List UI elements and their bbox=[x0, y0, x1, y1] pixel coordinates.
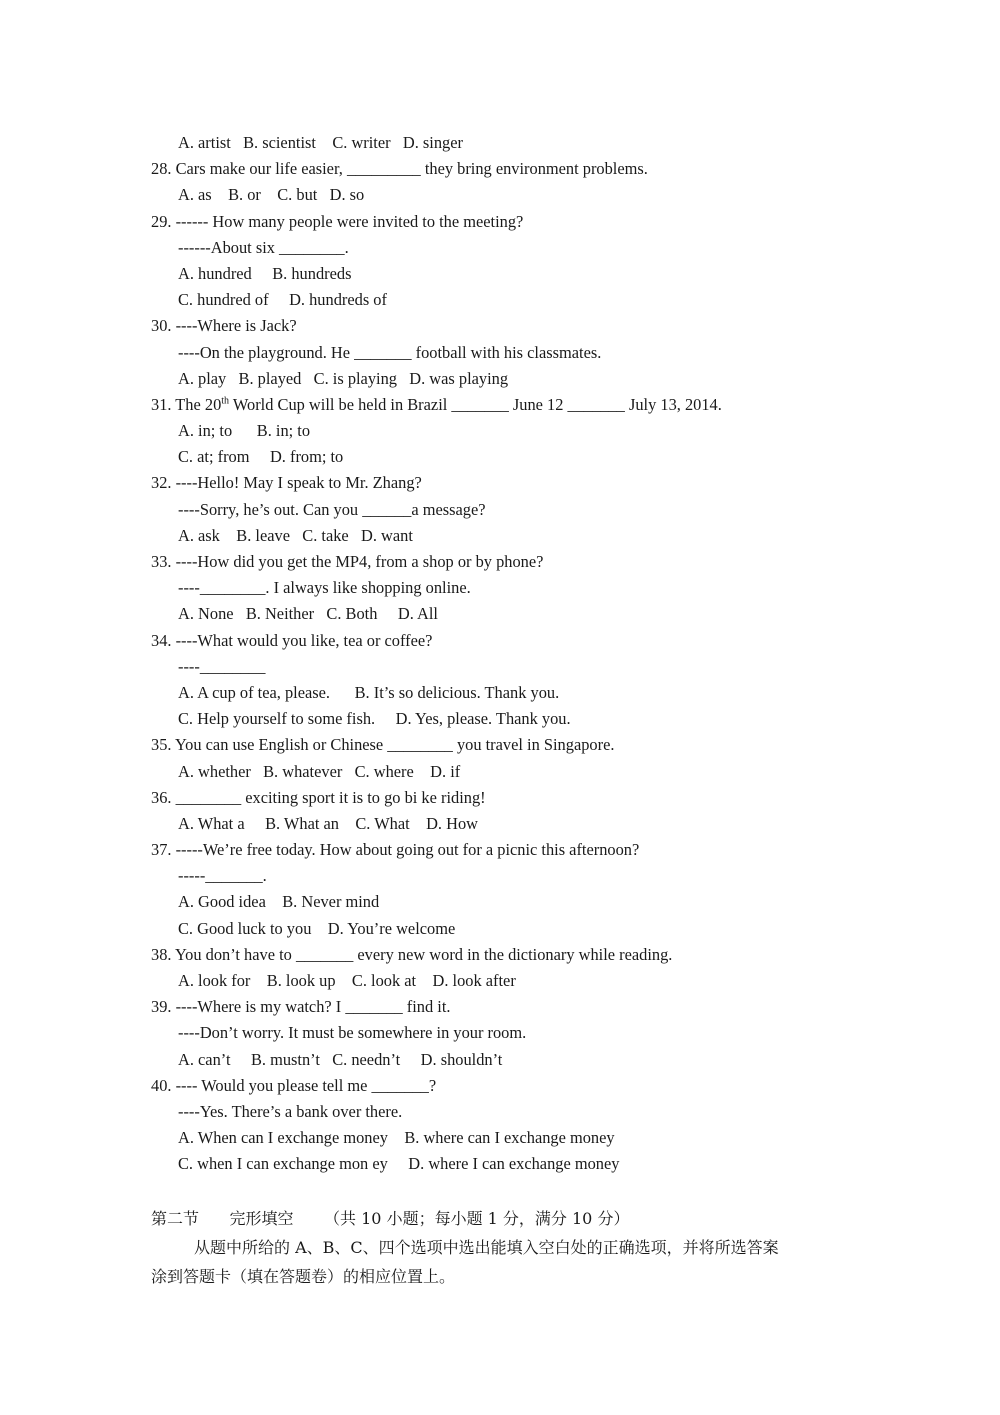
q32-dialogue: ----Sorry, he’s out. Can you ______a message? bbox=[178, 499, 486, 519]
q40-dialogue: ----Yes. There’s a bank over there. bbox=[178, 1101, 403, 1121]
section2-instruction-line1: 从题中所给的 A、B、C、四个选项中选出能填入空白处的正确选项，并将所选答案 bbox=[194, 1237, 779, 1257]
section2-heading: 第二节 完形填空 （共 10 小题；每小题 1 分，满分 10 分） bbox=[151, 1208, 630, 1228]
q28-options: A. as B. or C. but D. so bbox=[178, 185, 365, 205]
q36-stem: 36. ________ exciting sport it is to go bi ke riding! bbox=[151, 787, 486, 807]
q35-options: A. whether B. whatever C. where D. if bbox=[178, 761, 461, 781]
q30-stem: 30. ----Where is Jack? bbox=[151, 316, 297, 336]
q34-stem: 34. ----What would you like, tea or coffee? bbox=[151, 630, 433, 650]
q37-stem: 37. -----We’re free today. How about going out for a picnic this afternoon? bbox=[151, 840, 640, 860]
q37-options-cd: C. Good luck to you D. You’re welcome bbox=[178, 918, 456, 938]
q31-stem-part1: 31. The 20 bbox=[151, 394, 222, 414]
q33-dialogue: ----________. I always like shopping online. bbox=[178, 578, 471, 598]
q29-dialogue: ------About six ________. bbox=[178, 237, 349, 257]
q30-dialogue: ----On the playground. He _______ football with his classmates. bbox=[178, 342, 602, 362]
q34-options-ab: A. A cup of tea, please. B. It’s so delicious. Thank you. bbox=[178, 682, 560, 702]
q31-options-ab: A. in; to B. in; to bbox=[178, 421, 311, 441]
q37-dialogue: -----_______. bbox=[178, 866, 267, 886]
q31-options-cd: C. at; from D. from; to bbox=[178, 447, 344, 467]
q29-options-cd: C. hundred of D. hundreds of bbox=[178, 290, 387, 310]
q33-options: A. None B. Neither C. Both D. All bbox=[178, 604, 438, 624]
q40-options-cd: C. when I can exchange mon ey D. where I can exchange money bbox=[178, 1154, 620, 1174]
exam-page bbox=[0, 130, 1000, 1291]
q34-options-cd: C. Help yourself to some fish. D. Yes, please. Thank you. bbox=[178, 709, 571, 729]
q35-stem: 35. You can use English or Chinese ________ you travel in Singapore. bbox=[151, 735, 615, 755]
section-spacer bbox=[0, 1178, 1000, 1204]
q39-options: A. can’t B. mustn’t C. needn’t D. shouldn’t bbox=[178, 1049, 503, 1069]
q34-dialogue: ----________ bbox=[178, 656, 266, 676]
q29-options-ab: A. hundred B. hundreds bbox=[178, 263, 352, 283]
q32-stem: 32. ----Hello! May I speak to Mr. Zhang? bbox=[151, 473, 422, 493]
section2-instruction-line2: 涂到答题卡（填在答题卷）的相应位置上。 bbox=[151, 1266, 456, 1286]
q39-dialogue: ----Don’t worry. It must be somewhere in your room. bbox=[178, 1023, 527, 1043]
q32-options: A. ask B. leave C. take D. want bbox=[178, 525, 413, 545]
section2-instructions bbox=[0, 1233, 851, 1291]
q37-options-ab: A. Good idea B. Never mind bbox=[178, 892, 380, 912]
q33-stem: 33. ----How did you get the MP4, from a shop or by phone? bbox=[151, 552, 544, 571]
q31-stem-superscript: th bbox=[221, 395, 230, 407]
q28-stem: 28. Cars make our life easier, _________ they bring environment problems. bbox=[151, 159, 648, 179]
q39-stem: 39. ----Where is my watch? I _______ find it. bbox=[151, 997, 451, 1017]
q30-options: A. play B. played C. is playing D. was playing bbox=[178, 368, 509, 388]
q29-stem: 29. ------ How many people were invited to the meeting? bbox=[151, 211, 524, 231]
q31-stem bbox=[0, 392, 1000, 418]
q40-stem: 40. ---- Would you please tell me _______? bbox=[151, 1075, 437, 1095]
q31-stem-part2: World Cup will be held in Brazil _______ June 12 _______ July 13, 2014. bbox=[229, 394, 722, 414]
q27-options: A. artist B. scientist C. writer D. singer bbox=[178, 133, 463, 152]
q40-options-ab: A. When can I exchange money B. where can I exchange money bbox=[178, 1128, 615, 1148]
q38-options: A. look for B. look up C. look at D. look after bbox=[178, 971, 516, 990]
q38-stem: 38. You don’t have to _______ every new word in the dictionary while reading. bbox=[151, 944, 673, 964]
q36-options: A. What a B. What an C. What D. How bbox=[178, 813, 478, 833]
